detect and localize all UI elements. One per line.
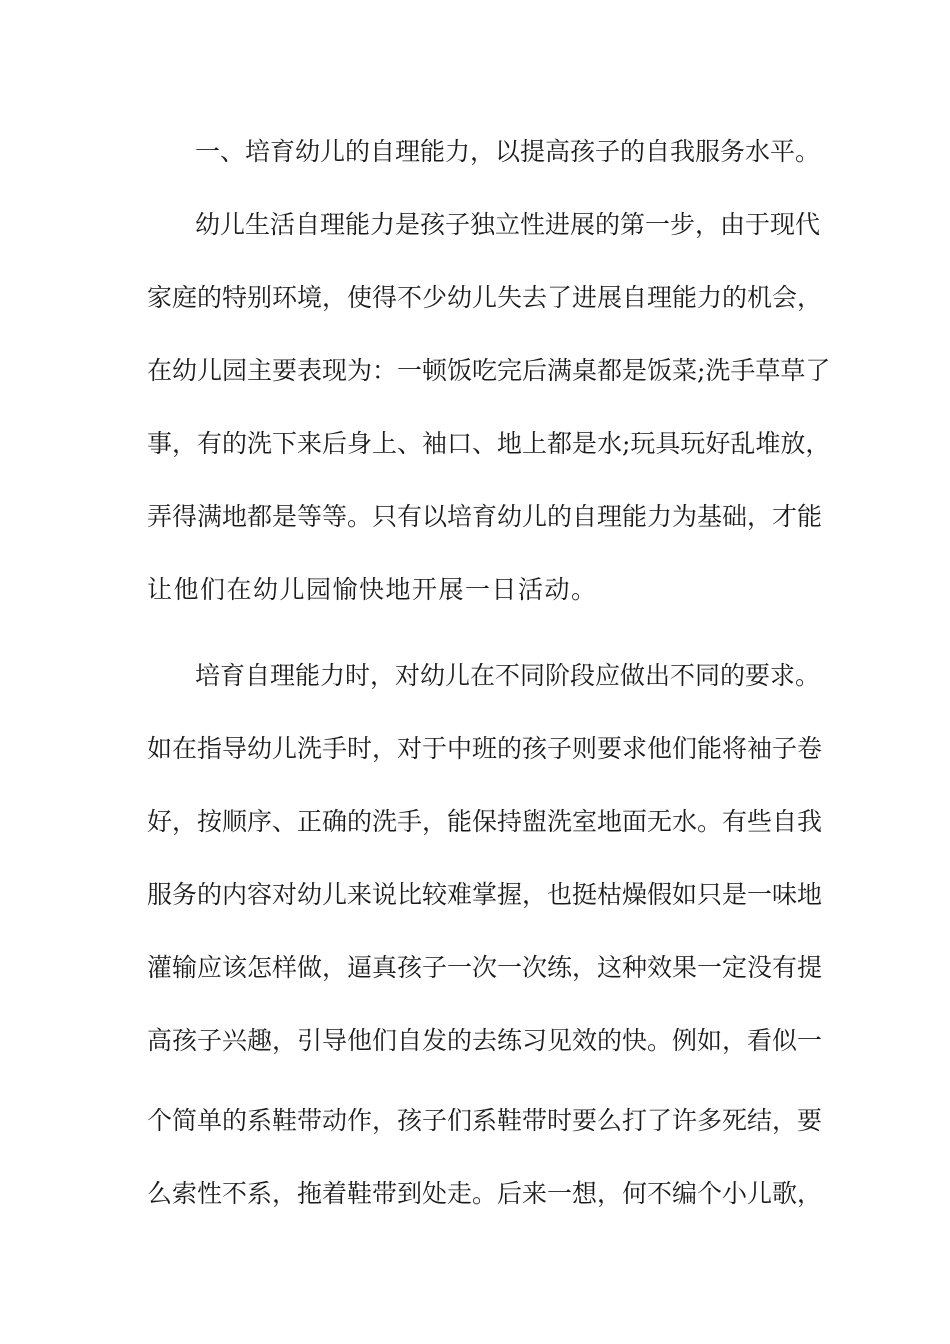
text-line: 一、培育幼儿的自理能力，以提高孩子的自我服务水平。 <box>195 137 821 166</box>
text-line: 幼儿生活自理能力是孩子独立性进展的第一步，由于现代 <box>195 210 821 239</box>
text-line: 事，有的洗下来后身上、袖口、地上都是水;玩具玩好乱堆放， <box>147 429 831 458</box>
text-line: 高孩子兴趣，引导他们自发的去练习见效的快。例如，看似一 <box>147 1026 823 1055</box>
text-line: 好，按顺序、正确的洗手，能保持盥洗室地面无水。有些自我 <box>147 807 823 836</box>
text-line: 服务的内容对幼儿来说比较难掌握，也挺枯燥假如只是一味地 <box>147 880 823 909</box>
text-line: 弄得满地都是等等。只有以培育幼儿的自理能力为基础，才能 <box>147 502 823 531</box>
text-line: 培育自理能力时，对幼儿在不同阶段应做出不同的要求。 <box>195 661 821 690</box>
text-line: 在幼儿园主要表现为：一顿饭吃完后满桌都是饭菜;洗手草草了 <box>147 356 831 385</box>
text-line: 如在指导幼儿洗手时，对于中班的孩子则要求他们能将袖子卷 <box>147 734 823 763</box>
text-line: 个简单的系鞋带动作，孩子们系鞋带时要么打了许多死结，要 <box>147 1106 823 1135</box>
text-line: 让他们在幼儿园愉快地开展一日活动。 <box>147 575 598 604</box>
text-line: 家庭的特别环境，使得不少幼儿失去了进展自理能力的机会， <box>147 283 823 312</box>
text-line: 灌输应该怎样做，逼真孩子一次一次练，这种效果一定没有提 <box>147 953 823 982</box>
text-line: 么索性不系，拖着鞋带到处走。后来一想，何不编个小儿歌， <box>147 1179 823 1208</box>
